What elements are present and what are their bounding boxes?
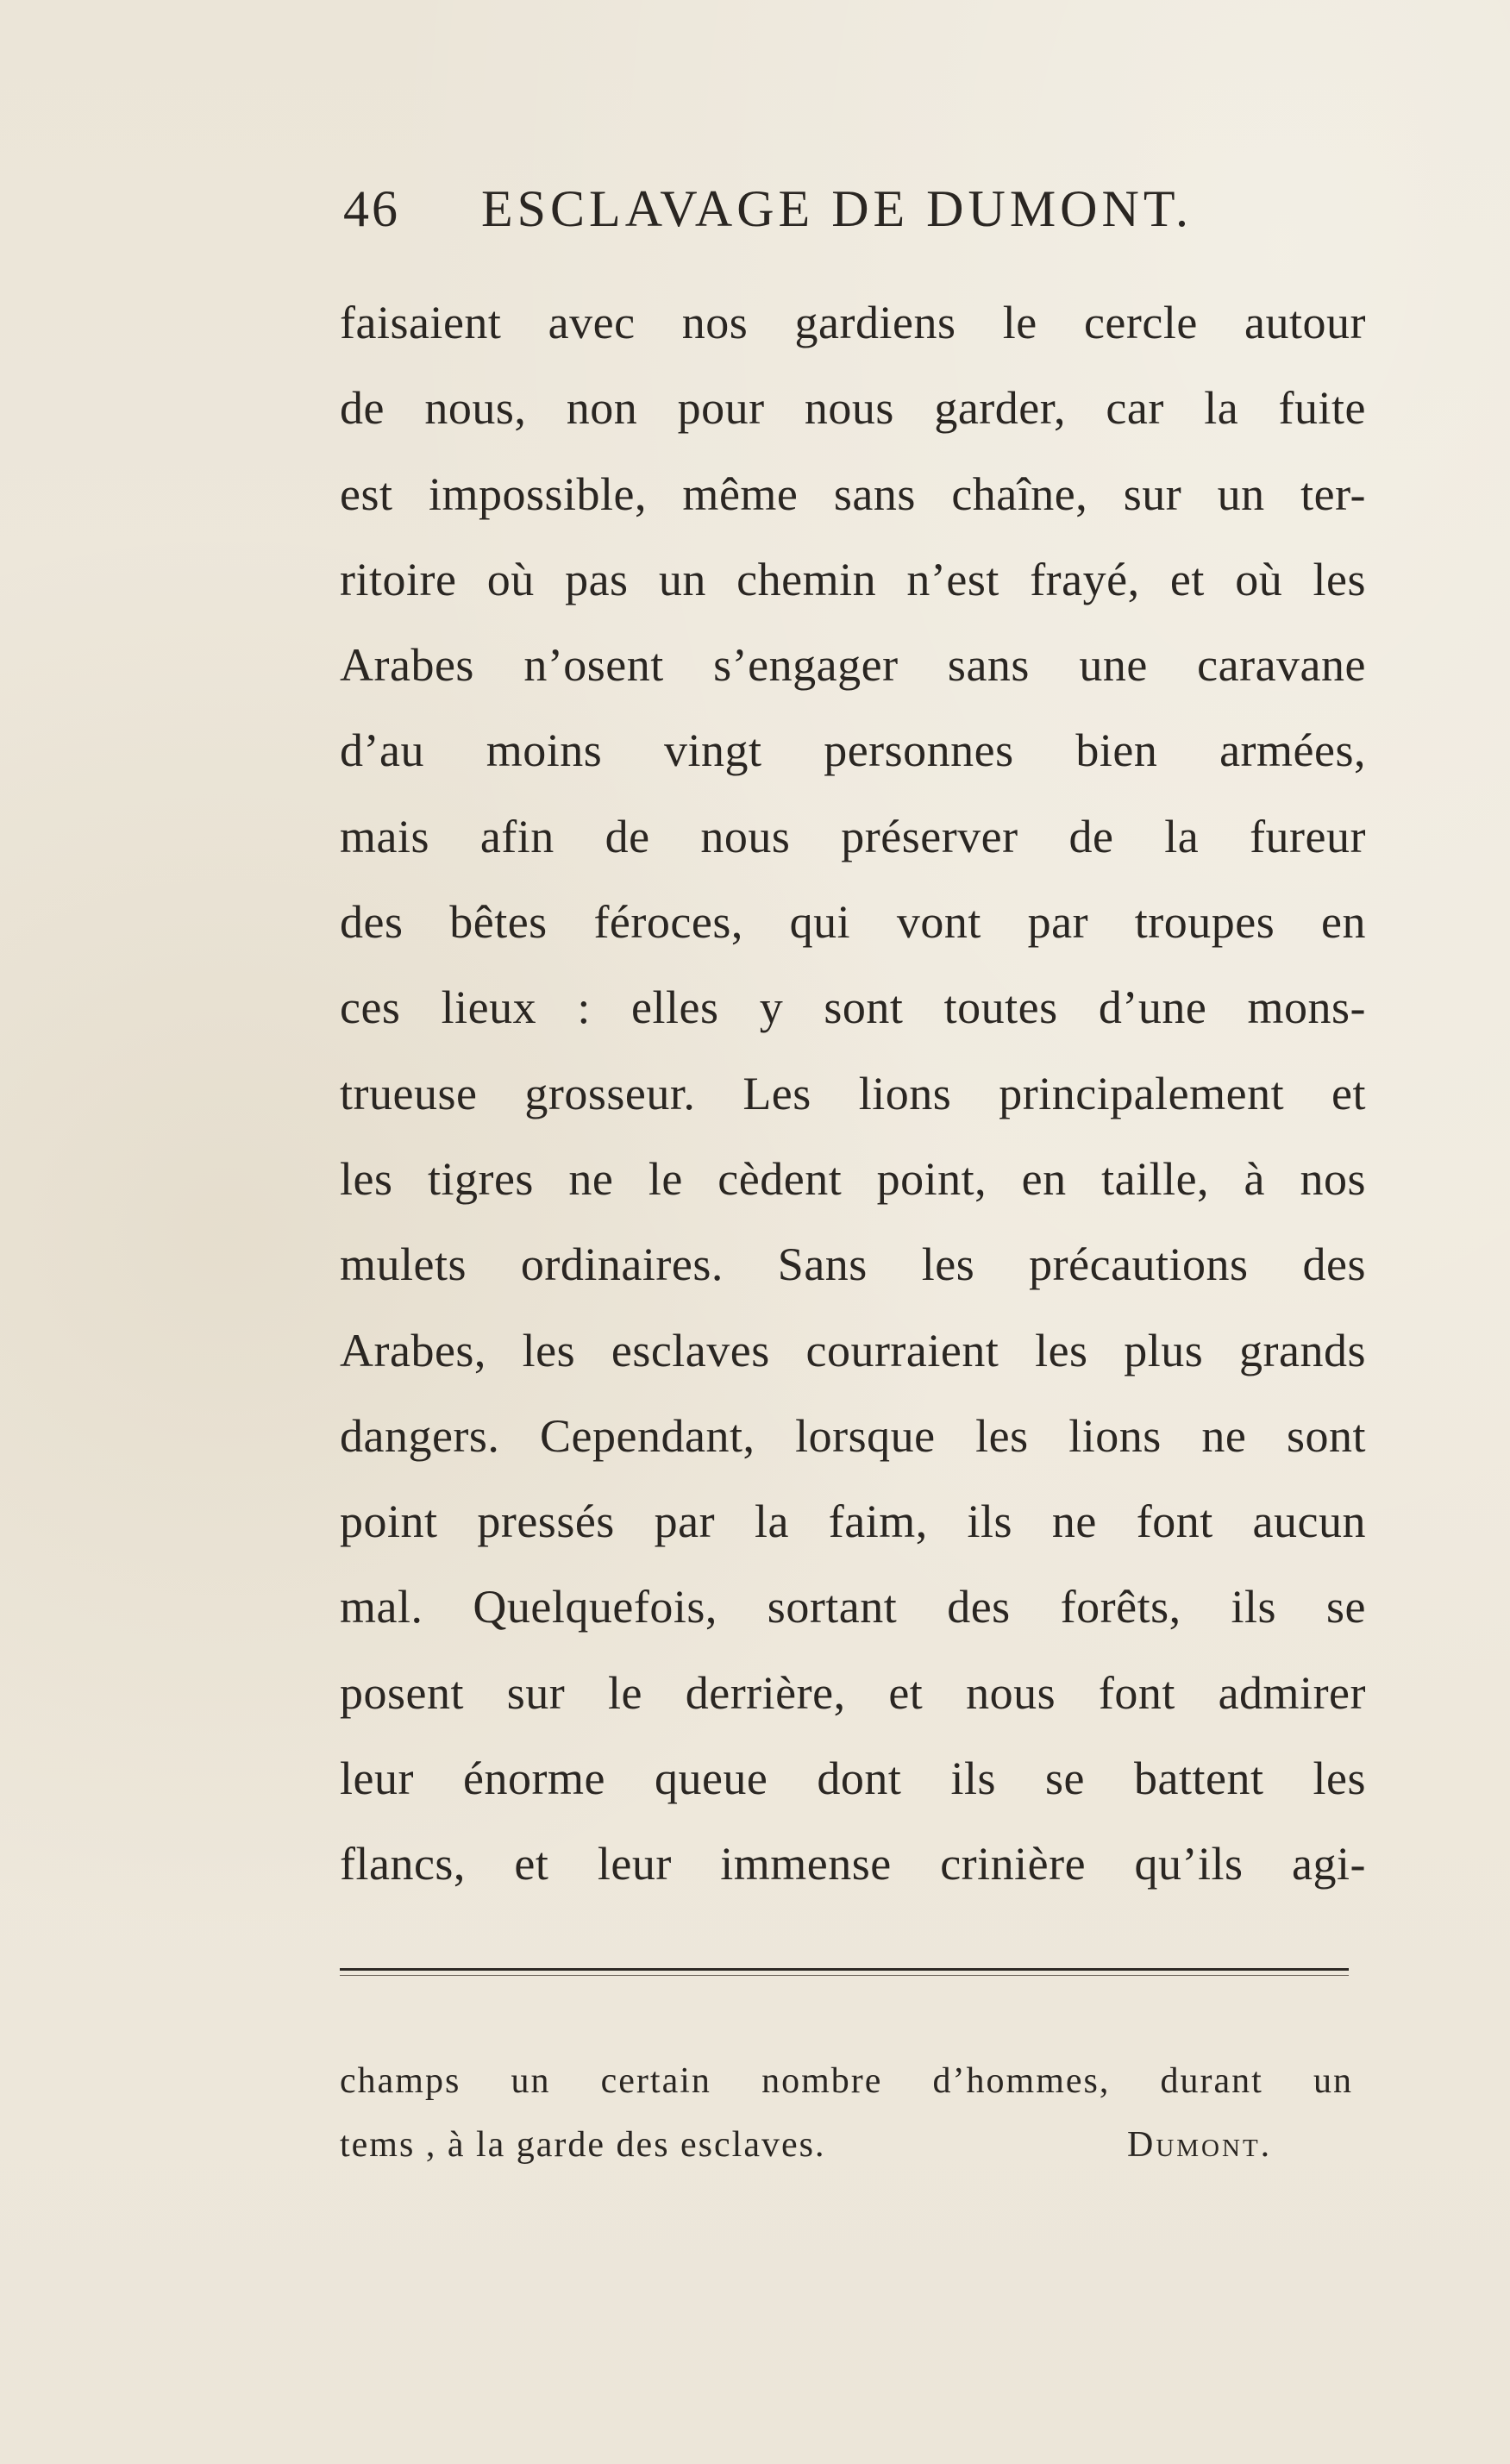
text-line: dangers. Cependant, lorsque les lions ne sont xyxy=(340,1409,1366,1462)
text-line: leur énorme queue dont ils se battent les xyxy=(340,1752,1366,1805)
footnote-separator-rule xyxy=(340,1968,1349,1971)
footnote-signature: Dumont. xyxy=(1127,2125,1273,2165)
footnote xyxy=(340,2049,1353,2177)
text-line: de nous, non pour nous garder, car la fuite xyxy=(340,382,1366,435)
text-line: mais afin de nous préserver de la fureur xyxy=(340,810,1366,862)
body-text xyxy=(340,280,1366,1908)
text-line: faisaient avec nos gardiens le cercle autour xyxy=(340,297,1366,348)
footnote-line xyxy=(340,2113,1353,2177)
running-title: ESCLAVAGE DE DUMONT. xyxy=(481,180,1194,237)
text-line: des bêtes féroces, qui vont par troupes en xyxy=(340,896,1366,949)
text-line: trueuse grosseur. Les lions principalement et xyxy=(340,1067,1366,1119)
text-line: posent sur le derrière, et nous font admirer xyxy=(340,1666,1366,1719)
footnote-separator-hairline xyxy=(340,1975,1349,1976)
running-head xyxy=(343,179,1206,248)
text-line: point pressés par la faim, ils ne font aucun xyxy=(340,1495,1366,1548)
text-line: les tigres ne le cèdent point, en taille, à nos xyxy=(340,1152,1366,1205)
text-line: Arabes n’osent s’engager sans une caravane xyxy=(340,639,1366,692)
text-line: Arabes, les esclaves courraient les plus grands xyxy=(340,1324,1366,1376)
text-line: d’au moins vingt personnes bien armées, xyxy=(340,724,1366,777)
footnote-line: champs un certain nombre d’hommes, durant un xyxy=(340,2061,1353,2101)
text-line: mulets ordinaires. Sans les précautions des xyxy=(340,1238,1366,1291)
text-line: ritoire où pas un chemin n’est frayé, et où les xyxy=(340,553,1366,605)
text-line: ces lieux : elles y sont toutes d’une mons- xyxy=(340,981,1366,1034)
text-line: mal. Quelquefois, sortant des forêts, ils se xyxy=(340,1581,1366,1633)
footnote-text: tems , à la garde des esclaves. xyxy=(340,2125,826,2165)
page-number: 46 xyxy=(343,180,400,237)
text-line: est impossible, même sans chaîne, sur un ter- xyxy=(340,467,1366,520)
text-line: flancs, et leur immense crinière qu’ils agi- xyxy=(340,1838,1366,1890)
